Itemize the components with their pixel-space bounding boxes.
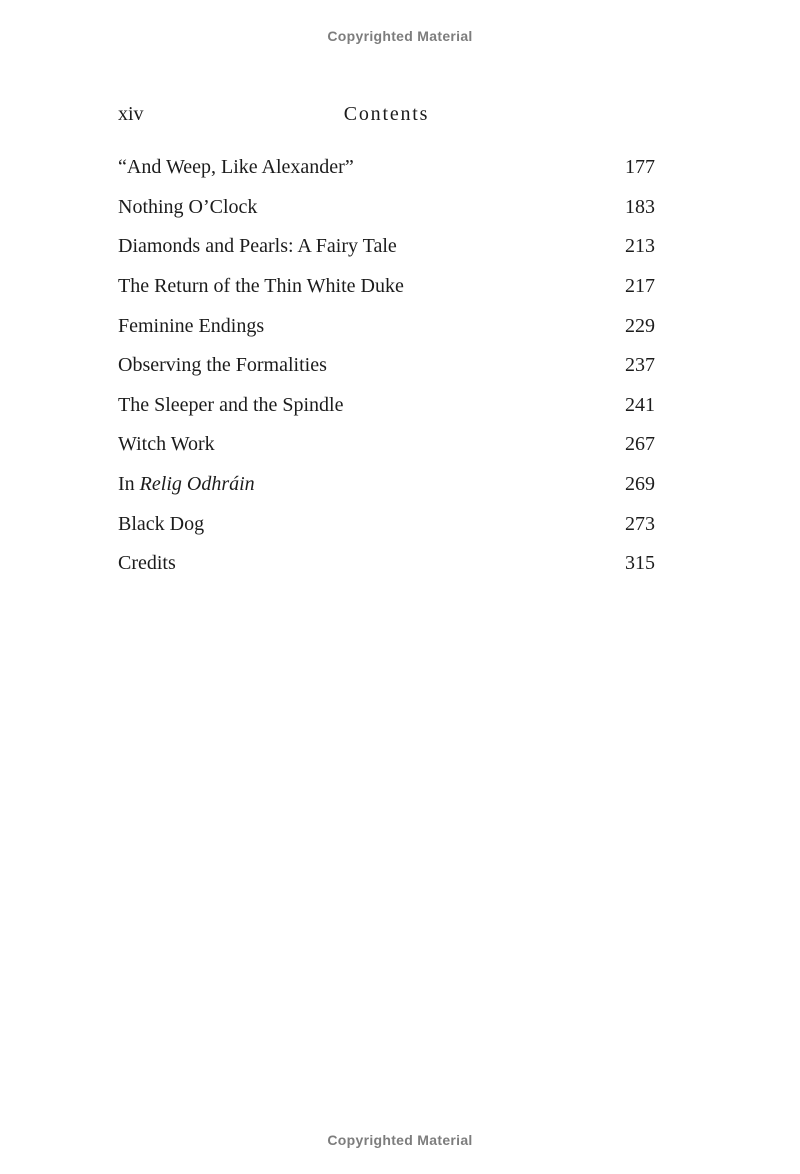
toc-entry-title: Feminine Endings bbox=[118, 314, 265, 337]
toc-entry-page: 315 bbox=[625, 552, 655, 575]
toc-entry-page: 183 bbox=[625, 195, 655, 218]
toc-entry-title: Nothing O’Clock bbox=[118, 195, 258, 218]
toc-entry-page: 217 bbox=[625, 275, 655, 298]
toc-entry-page: 267 bbox=[625, 433, 655, 456]
toc-entry-page: 177 bbox=[625, 156, 655, 179]
toc-entry-page: 269 bbox=[625, 473, 655, 496]
toc-entry bbox=[118, 306, 655, 346]
toc-entry-page: 241 bbox=[625, 393, 655, 416]
page-title: Contents bbox=[343, 103, 430, 125]
toc-entry-page: 237 bbox=[625, 354, 655, 377]
copyright-watermark-bottom: Copyrighted Material bbox=[327, 1132, 473, 1148]
toc-entry-title: “And Weep, Like Alexander” bbox=[118, 156, 354, 179]
toc-entry bbox=[118, 346, 655, 386]
toc-entry-page: 229 bbox=[625, 314, 655, 337]
toc-entry-title: The Return of the Thin White Duke bbox=[118, 275, 404, 298]
toc-entry-page: 213 bbox=[625, 235, 655, 258]
toc-entry-title: Black Dog bbox=[118, 512, 205, 535]
toc-entry bbox=[118, 504, 655, 544]
toc-entry bbox=[118, 188, 655, 228]
toc-entry bbox=[118, 386, 655, 426]
toc-entry bbox=[118, 544, 655, 584]
toc-entry bbox=[118, 148, 655, 188]
copyright-watermark-top: Copyrighted Material bbox=[327, 28, 473, 44]
toc-entry-title: In Relig Odhráin bbox=[118, 473, 255, 496]
toc-entry bbox=[118, 465, 655, 505]
toc-entry-page: 273 bbox=[625, 512, 655, 535]
toc-entry-title: The Sleeper and the Spindle bbox=[118, 393, 344, 416]
toc-entry-title: Diamonds and Pearls: A Fairy Tale bbox=[118, 235, 397, 258]
page-header bbox=[118, 103, 655, 127]
folio-number: xiv bbox=[118, 103, 144, 125]
toc-entry bbox=[118, 425, 655, 465]
contents-area bbox=[118, 103, 655, 584]
toc-entry bbox=[118, 227, 655, 267]
toc-entry-title: Witch Work bbox=[118, 433, 215, 456]
toc-entry-title: Observing the Formalities bbox=[118, 354, 327, 377]
toc-entry bbox=[118, 267, 655, 307]
toc-list bbox=[118, 148, 655, 584]
toc-entry-title: Credits bbox=[118, 552, 176, 575]
